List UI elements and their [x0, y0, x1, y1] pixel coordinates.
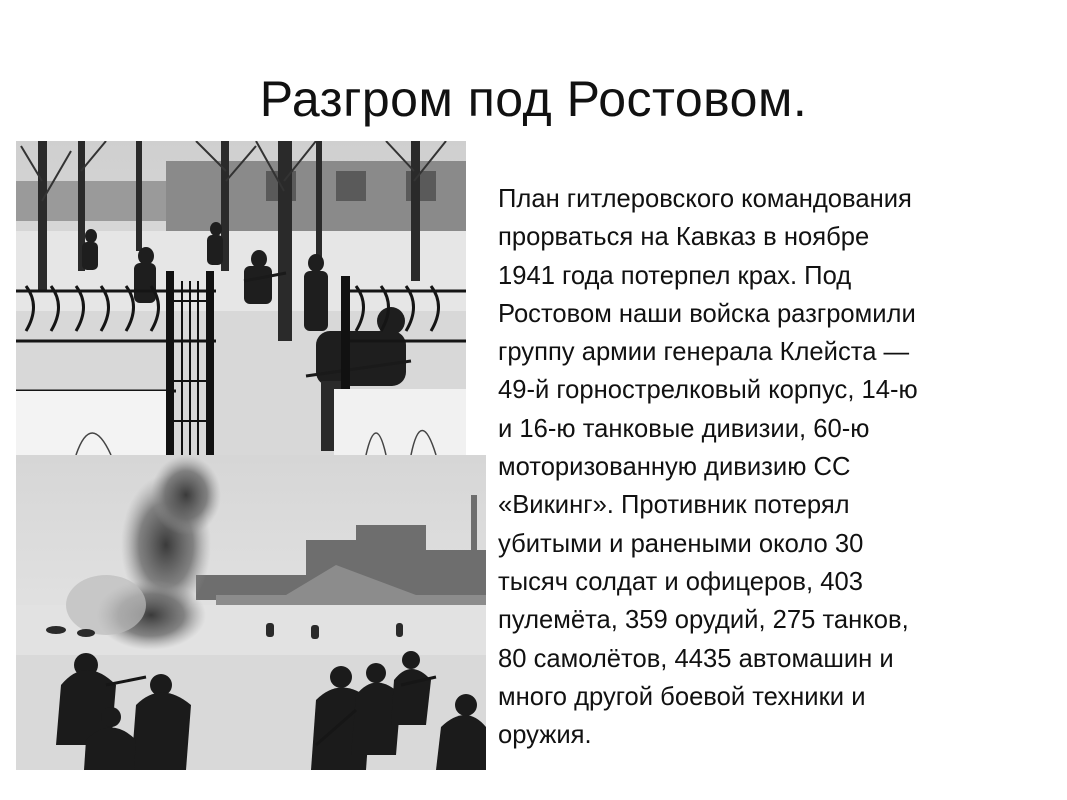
photo-street-fighting — [16, 141, 466, 455]
body-line: оружия. — [498, 721, 592, 750]
body-line: моторизованную дивизию СС — [498, 453, 851, 482]
body-line: прорваться на Кавказ в ноябре — [498, 223, 870, 252]
body-line: План гитлеровского командования — [498, 185, 912, 213]
body-line: «Викинг». Противник потерял — [498, 491, 850, 520]
body-line: группу армии генерала Клейста — — [498, 338, 910, 367]
body-line: Ростовом наши войска разгромили — [498, 299, 916, 328]
slide-title: Разгром под Ростовом. — [259, 71, 808, 127]
photo-battlefield-advance — [16, 455, 486, 770]
body-line: убитыми и ранеными около 30 — [498, 529, 864, 558]
body-line: и 16-ю танковые дивизии, 60-ю — [498, 414, 870, 443]
body-line: пулемёта, 359 орудий, 275 танков, — [498, 606, 909, 635]
body-line: 80 самолётов, 4435 автомашин и — [498, 644, 894, 673]
body-text — [498, 180, 1043, 754]
body-line: много другой боевой техники и — [498, 682, 866, 711]
body-line: 49-й горнострелковый корпус, 14-ю — [498, 376, 918, 405]
body-line: тысяч солдат и офицеров, 403 — [498, 567, 863, 596]
body-line: 1941 года потерпел крах. Под — [498, 261, 852, 290]
